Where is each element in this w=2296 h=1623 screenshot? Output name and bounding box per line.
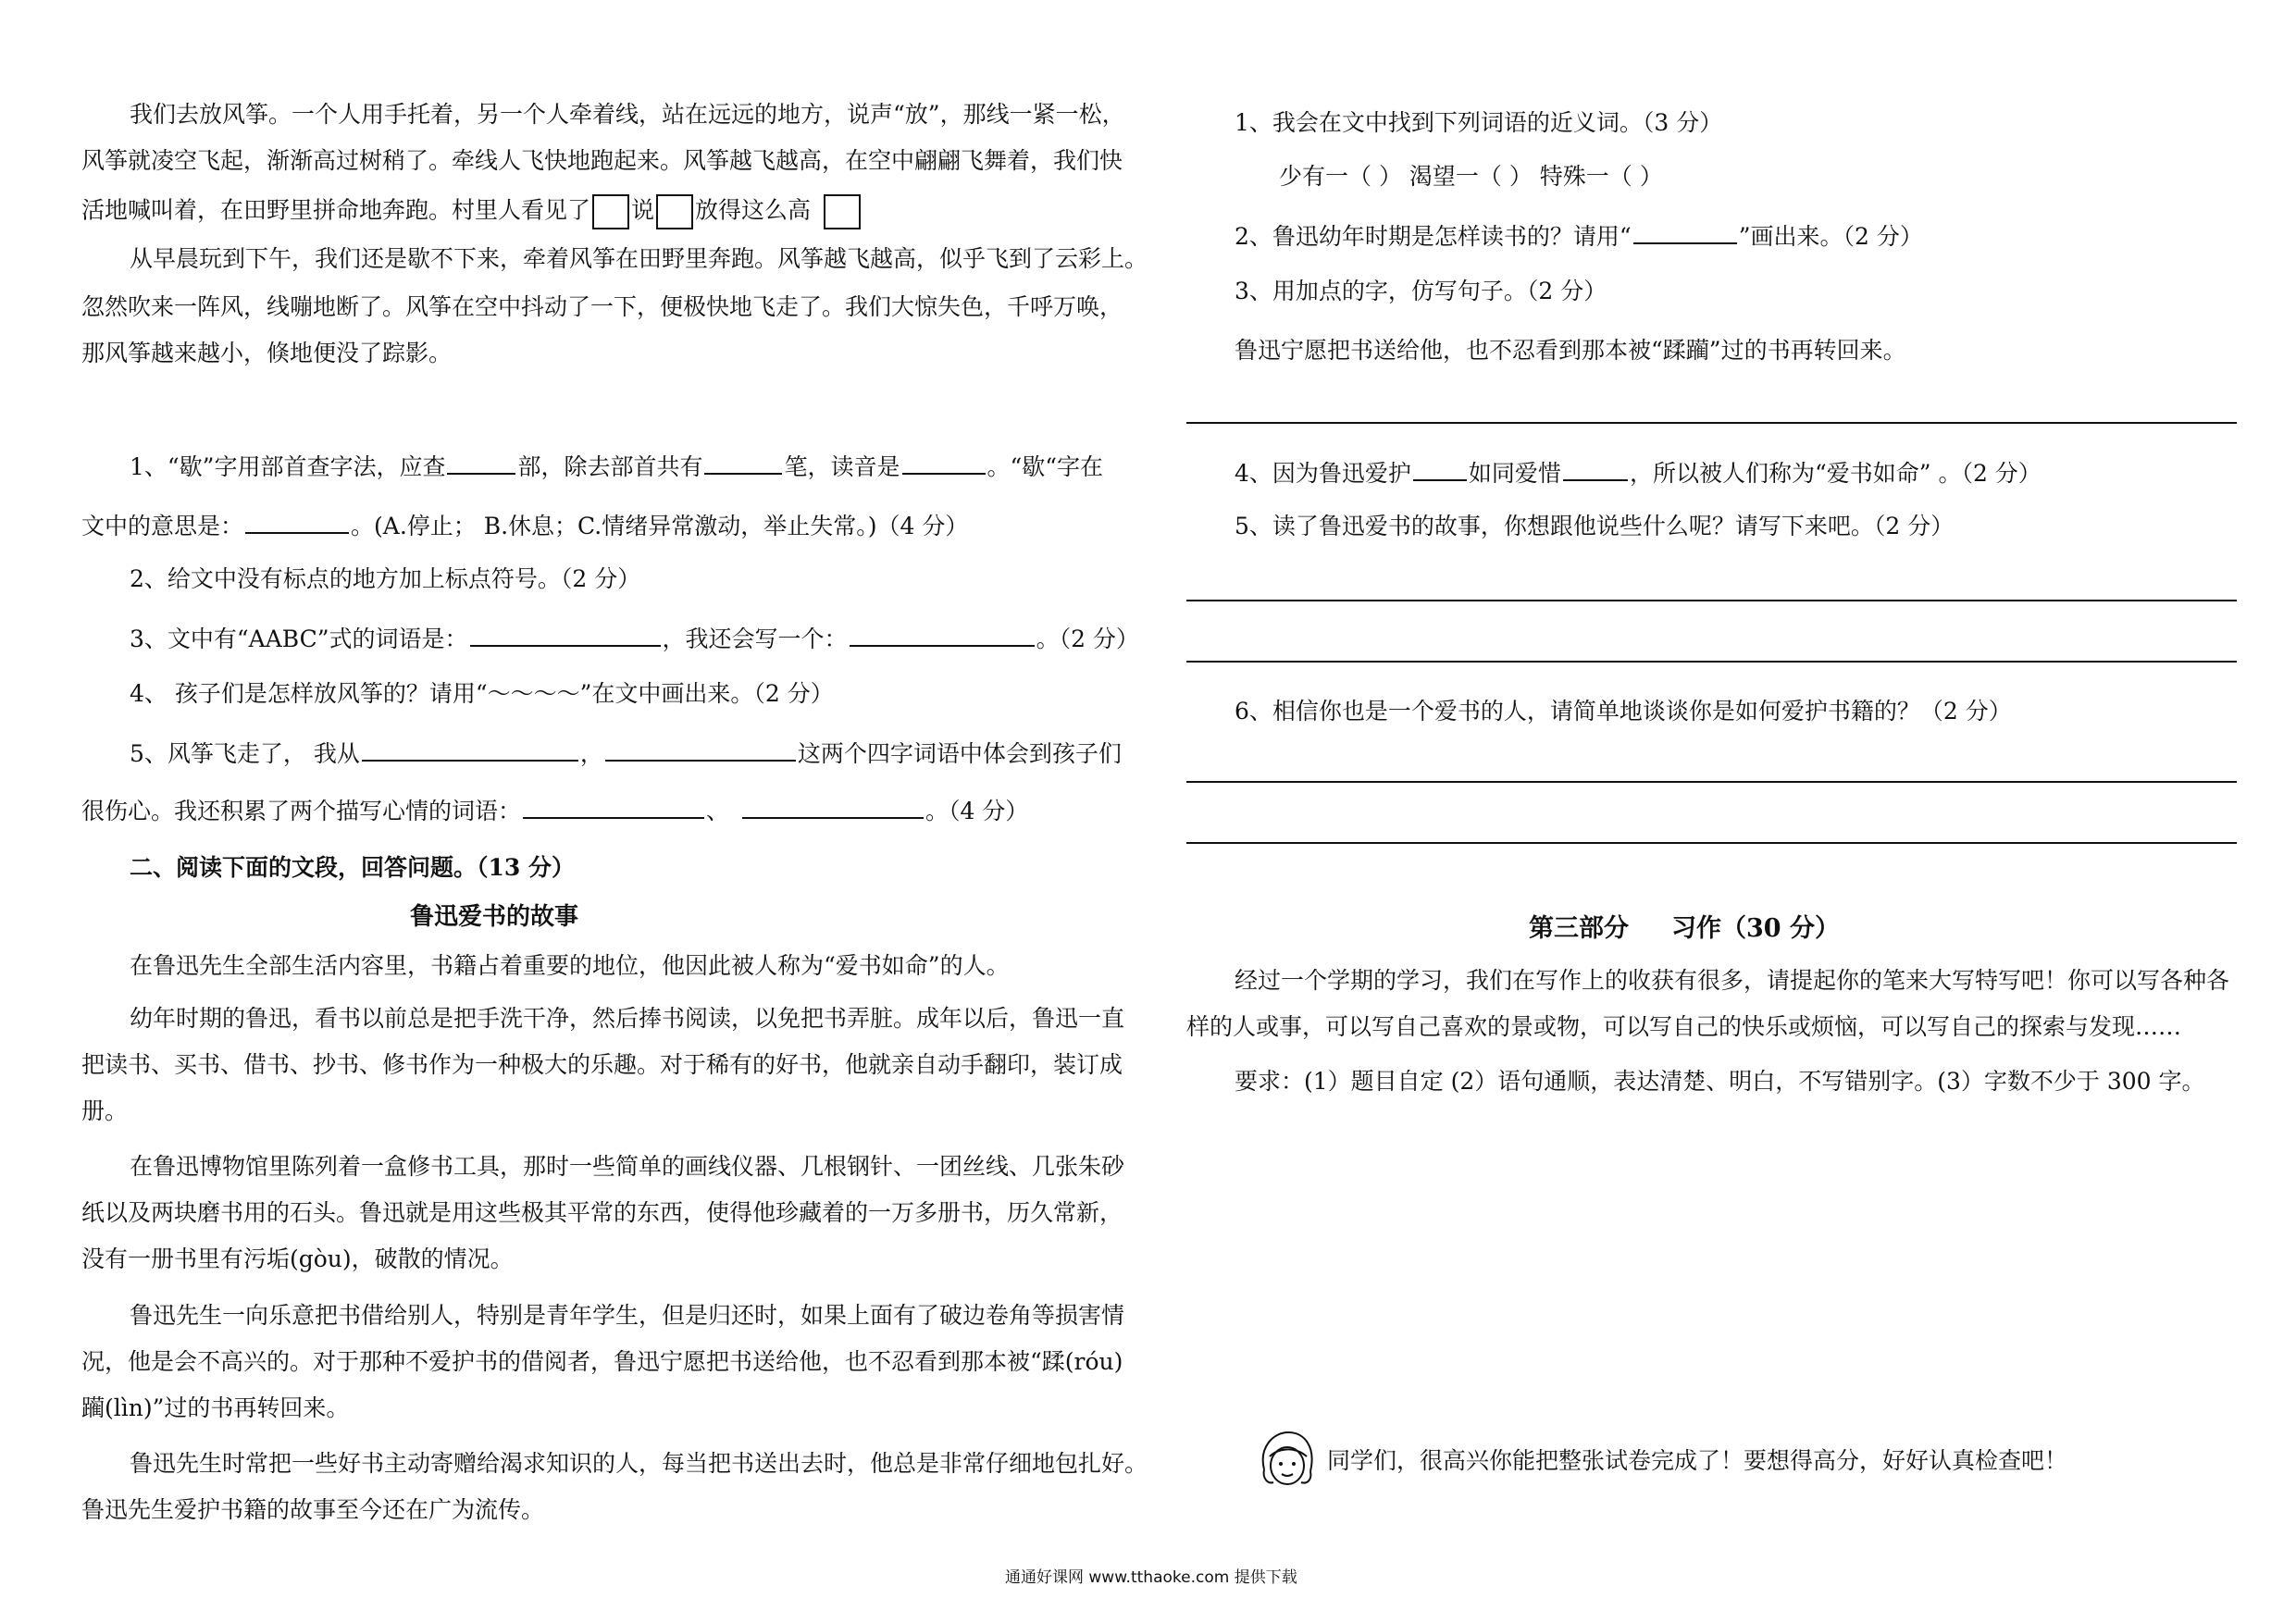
story-p4-line3: 躏(lìn)”过的书再转回来。 [81,1394,350,1421]
q1-blank-meaning[interactable] [245,512,349,534]
story-p4-line1: 鲁迅先生一向乐意把书借给别人，特别是青年学生，但是归还时，如果上面有了破边卷角等损害情 [130,1302,1125,1329]
question-5-line1 [130,739,1122,765]
passage1-line3 [81,194,863,229]
q1-text-d: 。“歇“字在 [987,453,1104,480]
right-question-3: 3、用加点的字，仿写句子。（2 分） [1235,278,1607,304]
right-question-1-words: 少有一（ ） 渴望一（ ） 特殊一（ ） [1279,163,1663,190]
passage1-line3-end: 放得这么高 [695,196,812,224]
q5-text-b: ， [579,740,603,767]
story-p5-line2: 鲁迅先生爱护书籍的故事至今还在广为流传。 [81,1496,545,1523]
q3-blank-1[interactable] [470,625,661,647]
q3-text-c: 。（2 分） [1036,626,1139,652]
punctuation-box-2[interactable] [656,194,693,229]
q3-text-b: ，我还会写一个： [662,626,848,652]
passage1-line1: 我们去放风筝。一个人用手托着，另一个人牵着线，站在远远的地方，说声“放”，那线一紧一松， [130,101,1125,128]
passage1-line3-say: 说 [631,196,655,224]
passage1-line3-text: 活地喊叫着，在田野里拼命地奔跑。村里人看见了 [81,196,591,224]
answer-line-q6-2[interactable] [1186,842,2237,844]
writing-intro-line2: 样的人或事，可以写自己喜欢的景或物，可以写自己的快乐或烦恼，可以写自己的探索与发现…… [1186,1013,2182,1040]
answer-line-q5-2[interactable] [1186,661,2237,663]
passage1-line2: 风筝就凌空飞起，渐渐高过树稍了。牵线人飞快地跑起来。风筝越飞越高，在空中翩翩飞舞着，我们快 [81,147,1123,174]
question-2: 2、给文中没有标点的地方加上标点符号。（2 分） [130,565,641,592]
passage2-line1: 从早晨玩到下午，我们还是歇不下来，牵着风筝在田野里奔跑。风筝越飞越高，似乎飞到了云彩上。 [130,245,1148,272]
question-4: 4、 孩子们是怎样放风筝的？请用“～～～～”在文中画出来。（2 分） [130,680,834,707]
passage2-line2: 忽然吹来一阵风，线嘣地断了。风筝在空中抖动了一下，便极快地飞走了。我们大惊失色，千呼万唤， [81,293,1123,320]
girl-face-icon [1257,1429,1318,1490]
part-3-title: 习作（30 分） [1671,914,1840,943]
q1-text-c: 笔，读音是 [784,453,900,480]
answer-line-q3[interactable] [1186,422,2237,424]
right-question-6: 6、相信你也是一个爱书的人，请简单地谈谈你是如何爱护书籍的？（2 分） [1235,698,2012,725]
q5-text-c: 这两个四字词语中体会到孩子们 [797,740,1122,767]
punctuation-box-3[interactable] [824,194,861,229]
section-2-heading: 二、阅读下面的文段，回答问题。（13 分） [130,854,575,881]
q1-text-e: 文中的意思是： [81,513,244,539]
q1-text-b: 部，除去部首共有 [517,453,703,480]
r4-text-c: ，所以被人们称为“爱书如命” 。（2 分） [1629,460,2042,487]
passage2-line3: 那风筝越来越小，倏地便没了踪影。 [81,340,453,366]
story-p3-line2: 纸以及两块磨书用的石头。鲁迅就是用这些极其平常的东西，使得他珍藏着的一万多册书，历久常新， [81,1199,1123,1226]
part-3-label: 第三部分 [1529,914,1629,943]
right-question-3-sentence: 鲁迅宁愿把书送给他，也不忍看到那本被“蹂躏”过的书再转回来。 [1235,337,1906,364]
answer-line-q5-1[interactable] [1186,600,2237,601]
q5-text-e: 、 [706,798,730,824]
q1-blank-strokes[interactable] [704,452,782,475]
footer-source: 通通好课网 www.tthaoke.com 提供下载 [1005,1568,1297,1587]
q5-blank-2[interactable] [605,739,796,762]
right-question-4 [1235,459,2042,485]
q5-text-d: 很伤心。我还积累了两个描写心情的词语： [81,798,522,824]
r2-blank[interactable] [1633,222,1737,244]
q3-blank-2[interactable] [850,625,1035,647]
question-3 [130,625,1139,650]
q1-blank-radical[interactable] [447,452,515,475]
question-1-line1 [130,452,1103,478]
story-p5-line1: 鲁迅先生时常把一些好书主动寄赠给渴求知识的人，每当把书送出去时，他总是非常仔细地包扎好。 [130,1450,1148,1477]
part-3-heading [1529,916,1840,941]
story-title: 鲁迅爱书的故事 [410,903,579,931]
story-p3-line3: 没有一册书里有污垢(gòu)，破散的情况。 [81,1245,514,1272]
r2-text-a: 2、鲁迅幼年时期是怎样读书的？请用“ [1235,223,1632,250]
writing-requirements: 要求：(1）题目自定 (2）语句通顺，表达清楚、明白，不写错别字。(3）字数不少于 300 字。 [1235,1068,2205,1095]
story-p2-line1: 幼年时期的鲁迅，看书以前总是把手洗干净，然后捧书阅读，以免把书弄脏。成年以后，鲁迅一直 [130,1005,1125,1032]
punctuation-box-1[interactable] [592,194,629,229]
question-5-line2 [81,797,1028,823]
q1-text-f: 。(A.停止； B.休息；C.情绪异常激动，举止失常。)（4 分） [351,513,969,539]
q3-text-a: 3、文中有“AABC”式的词语是： [130,626,468,652]
right-question-1: 1、我会在文中找到下列词语的近义词。（3 分） [1235,109,1723,136]
writing-intro-line1: 经过一个学期的学习，我们在写作上的收获有很多，请提起你的笔来大写特写吧！你可以写各种各 [1235,967,2230,994]
r4-text-b: 如同爱惜 [1468,460,1561,487]
r4-text-a: 4、因为鲁迅爱护 [1235,460,1411,487]
question-1-line2 [81,512,968,538]
q1-blank-pinyin[interactable] [902,452,986,475]
r2-text-b: ”画出来。（2 分） [1738,223,1923,250]
story-p3-line1: 在鲁迅博物馆里陈列着一盒修书工具，那时一些简单的画线仪器、几根钢针、一团丝线、几张朱砂 [130,1153,1125,1180]
q1-text-a: 1、“歇”字用部首查字法，应查 [130,453,446,480]
q5-blank-3[interactable] [523,797,704,819]
right-question-5: 5、读了鲁迅爱书的故事，你想跟他说些什么呢？请写下来吧。（2 分） [1235,513,1955,539]
r4-blank-2[interactable] [1563,459,1628,481]
answer-line-q6-1[interactable] [1186,781,2237,783]
closing-message: 同学们，很高兴你能把整张试卷完成了！要想得高分，好好认真检查吧！ [1327,1447,2068,1474]
r4-blank-1[interactable] [1413,459,1467,481]
q5-text-a: 5、风筝飞走了， 我从 [130,740,360,767]
story-p2-line2: 把读书、买书、借书、抄书、修书作为一种极大的乐趣。对于稀有的好书，他就亲自动手翻印，装订成 [81,1051,1123,1078]
right-question-2 [1235,222,1923,248]
story-p2-line3: 册。 [81,1097,129,1124]
story-paragraph-1: 在鲁迅先生全部生活内容里，书籍占着重要的地位，他因此被人称为“爱书如命”的人。 [130,952,1010,979]
q5-blank-4[interactable] [742,797,924,819]
story-p4-line2: 况，他是会不高兴的。对于那种不爱护书的借阅者，鲁迅宁愿把书送给他，也不忍看到那本被“蹂(róu) [81,1348,1123,1375]
q5-blank-1[interactable] [362,739,578,762]
q5-text-f: 。（4 分） [925,798,1029,824]
